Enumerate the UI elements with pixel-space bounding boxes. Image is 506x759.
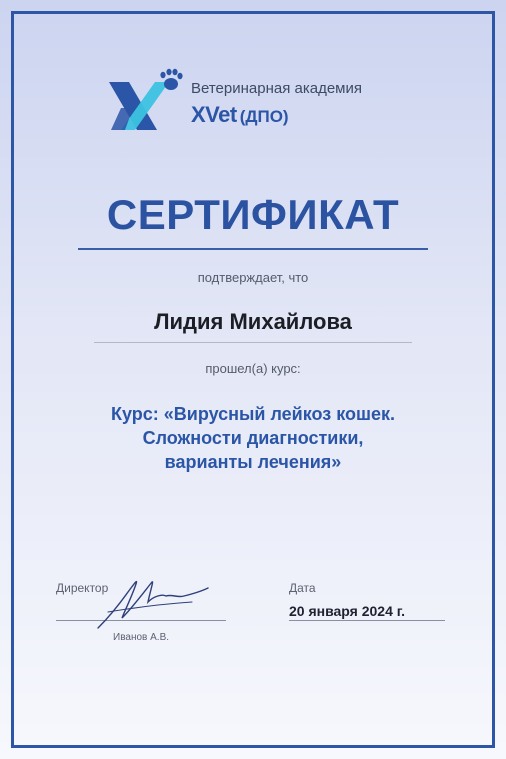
course-title bbox=[70, 402, 436, 474]
confirms-text: подтверждает, что bbox=[197, 270, 309, 285]
date-line bbox=[289, 620, 445, 621]
course-title-line: варианты лечения» bbox=[164, 452, 342, 472]
logo-subtitle: Ветеринарная академия bbox=[191, 80, 362, 97]
recipient-name: Лидия Михайлова bbox=[154, 309, 352, 334]
course-title-line: Курс: «Вирусный лейкоз кошек. bbox=[110, 404, 396, 424]
title-divider bbox=[78, 248, 428, 250]
date-label: Дата bbox=[289, 581, 316, 595]
certificate-title: СЕРТИФИКАТ bbox=[106, 191, 400, 238]
logo-brand-name: XVet bbox=[191, 102, 237, 127]
academy-logo bbox=[107, 68, 377, 136]
logo-brand-suffix: (ДПО) bbox=[239, 107, 289, 126]
xvet-logo-icon bbox=[107, 68, 187, 136]
director-name: Иванов А.В. bbox=[113, 632, 170, 643]
director-label: Директор bbox=[56, 581, 109, 595]
director-signature bbox=[92, 568, 212, 634]
passed-course-text: прошел(а) курс: bbox=[205, 361, 301, 376]
issue-date: 20 января 2024 г. bbox=[289, 603, 406, 619]
name-divider bbox=[94, 342, 412, 343]
logo-brand bbox=[191, 102, 289, 128]
course-title-line: Сложности диагностики, bbox=[142, 428, 364, 448]
